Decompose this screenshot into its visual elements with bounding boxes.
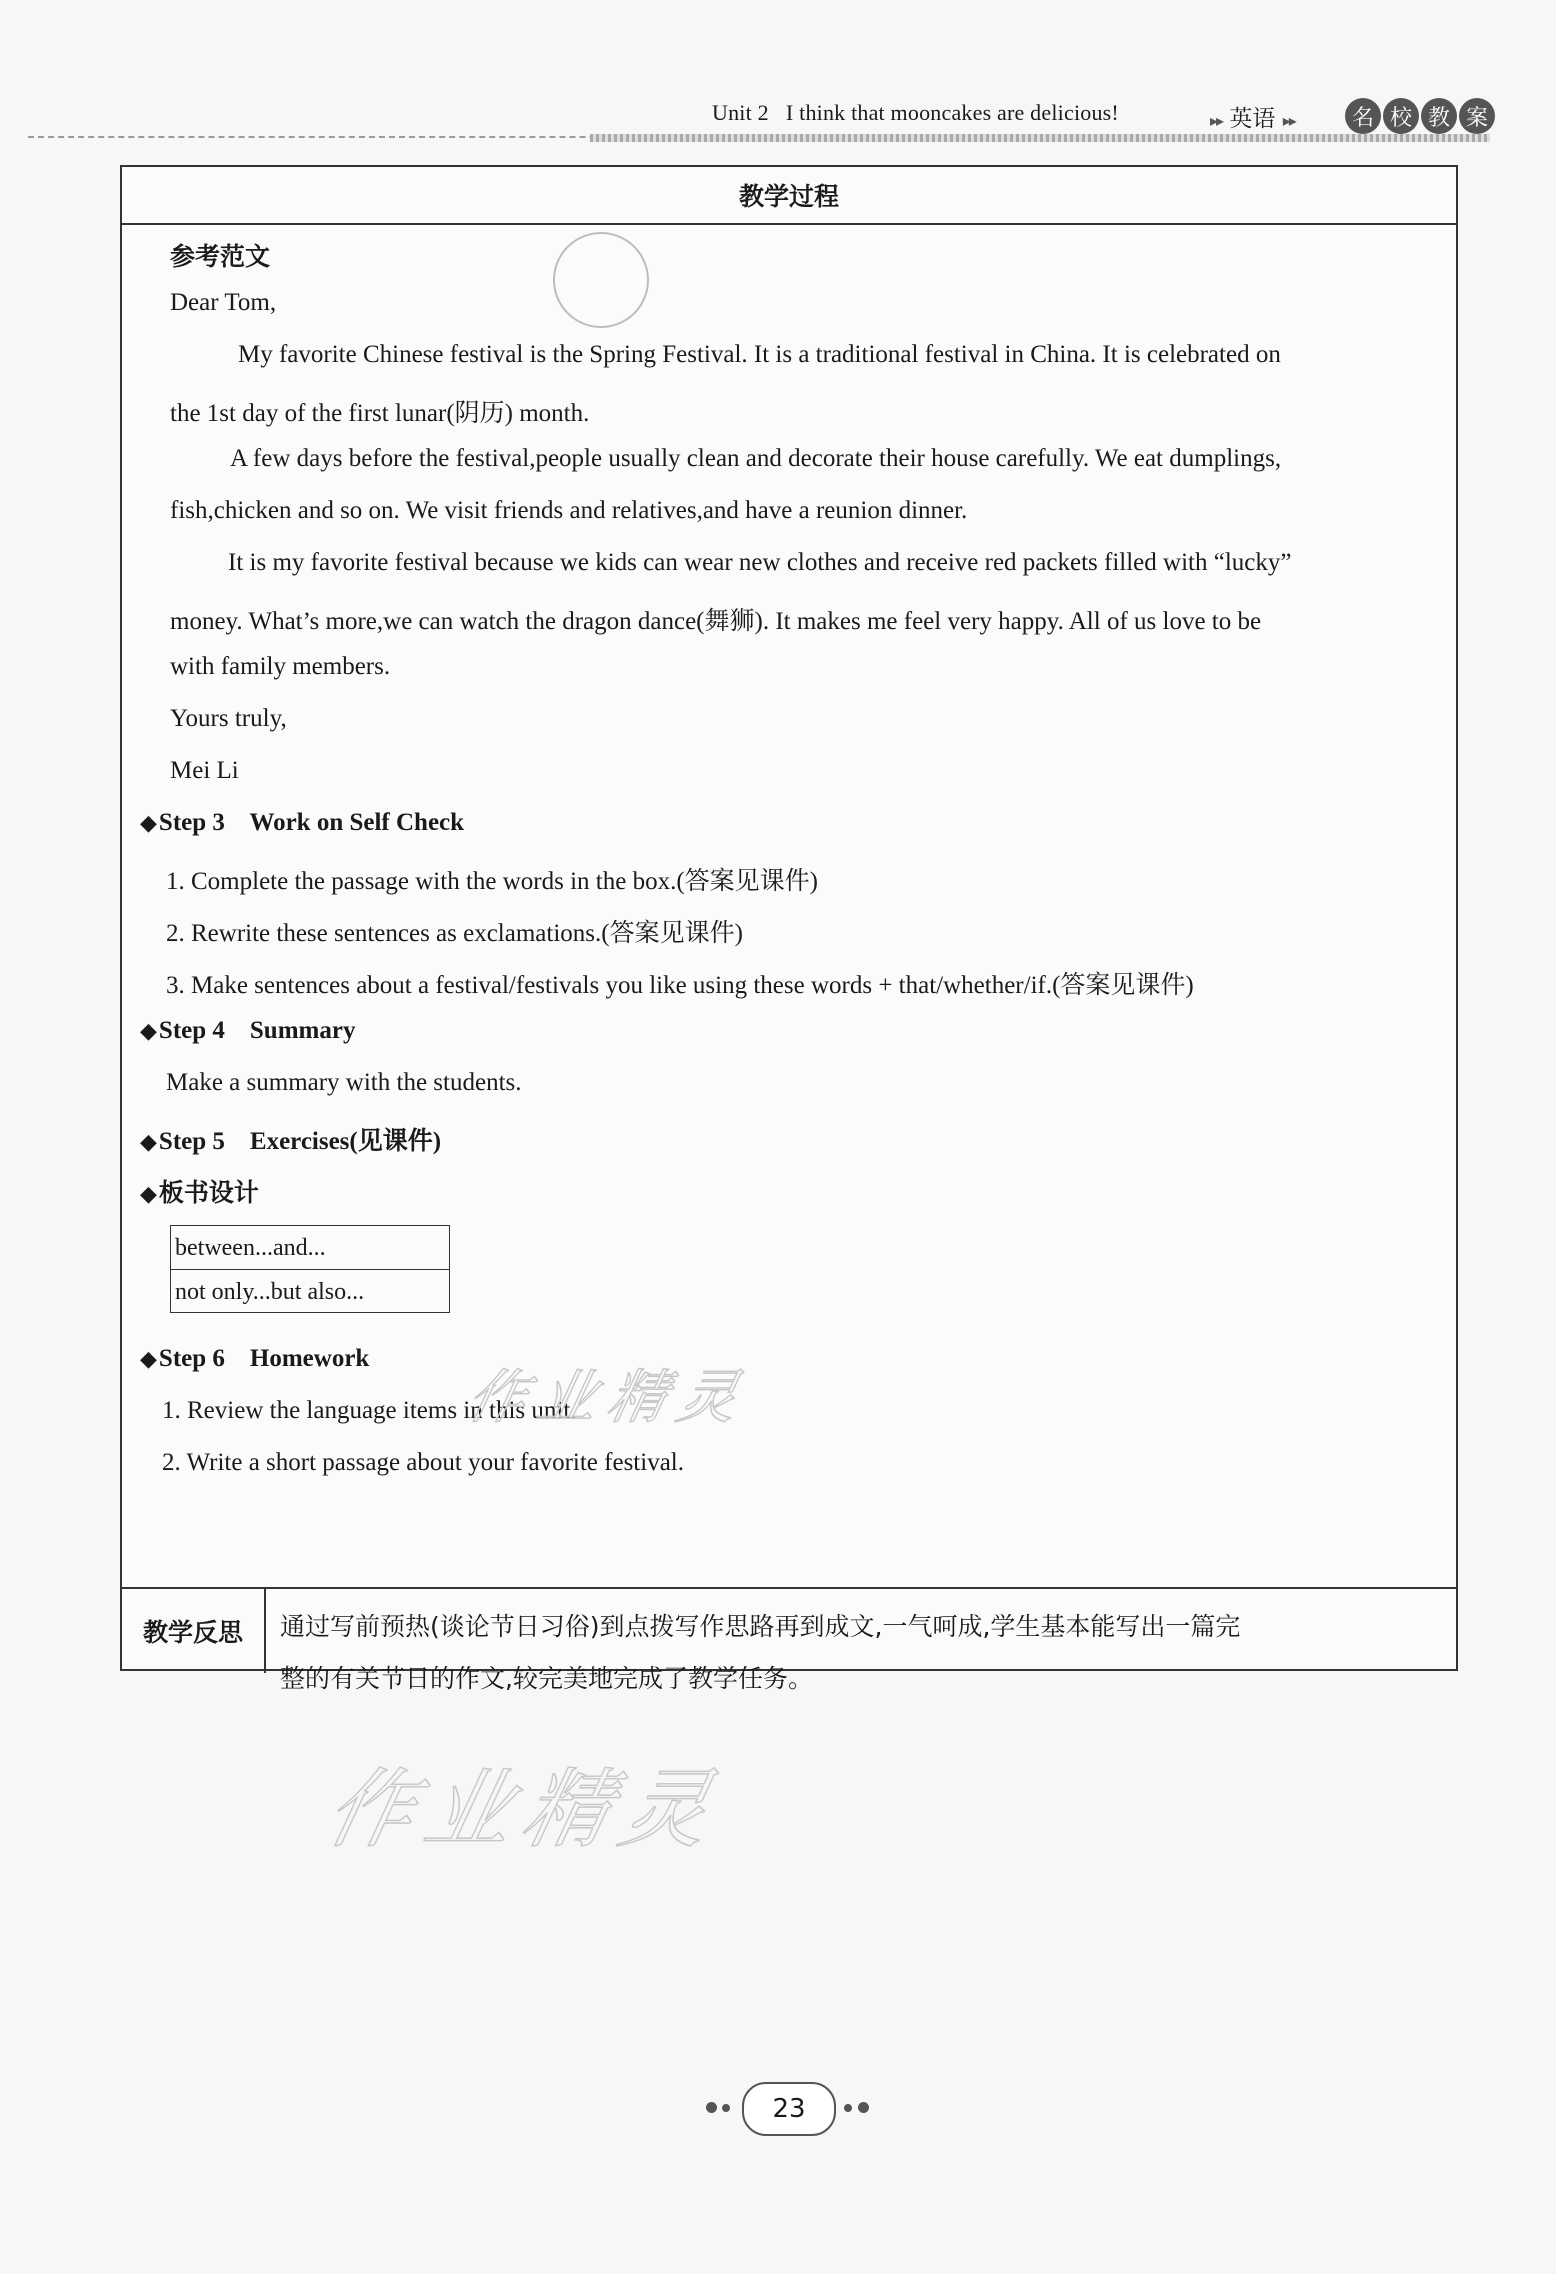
running-header — [712, 100, 1119, 126]
diamond-icon: ◆ — [140, 1019, 157, 1044]
diamond-icon: ◆ — [140, 1347, 157, 1372]
dot-icon — [844, 2104, 852, 2112]
unit-label: Unit 2 — [712, 100, 769, 125]
brand-char: 名 — [1345, 98, 1381, 134]
unit-title: I think that mooncakes are delicious! — [785, 100, 1119, 125]
essay-signature: Mei Li — [170, 757, 239, 784]
step6-item: 2. Write a short passage about your favorite festival. — [162, 1449, 684, 1476]
diamond-icon: ◆ — [140, 1130, 157, 1155]
essay-paragraph-line: My favorite Chinese festival is the Spring Festival. It is a traditional festival in China. It is celebrated on — [238, 341, 1281, 368]
diamond-icon: ◆ — [140, 811, 157, 836]
step6-heading: ◆Step 6 Homework — [140, 1345, 370, 1372]
brand-char: 校 — [1383, 98, 1419, 134]
reflection-line: 通过写前预热(谈论节日习俗)到点拨写作思路再到成文,一气呵成,学生基本能写出一篇完 — [280, 1612, 1241, 1641]
board-design-box — [170, 1225, 450, 1313]
essay-paragraph-line: with family members. — [170, 653, 391, 680]
page-number: 23 — [742, 2082, 836, 2136]
step6-item: 1. Review the language items in this unit. — [162, 1397, 577, 1424]
step3-heading: ◆Step 3 Work on Self Check — [140, 809, 465, 836]
watermark-text: 作业精灵 — [317, 1760, 731, 1860]
arrow-icon: ▸▸ — [1210, 111, 1223, 130]
diamond-icon: ◆ — [140, 1182, 157, 1207]
board-row: between...and... — [171, 1226, 449, 1270]
subject-label — [1210, 100, 1295, 133]
dot-icon — [722, 2104, 730, 2112]
essay-paragraph-line: It is my favorite festival because we kids can wear new clothes and receive red packets filled with “lucky” — [228, 549, 1292, 576]
brand-char: 教 — [1421, 98, 1457, 134]
essay-greeting: Dear Tom, — [170, 289, 277, 316]
brand-logo — [1345, 98, 1495, 134]
essay-paragraph-line: fish,chicken and so on. We visit friends and relatives,and have a reunion dinner. — [170, 497, 968, 524]
step4-text: Make a summary with the students. — [166, 1069, 522, 1096]
subject-text: 英语 — [1229, 106, 1276, 132]
reflection-label: 教学反思 — [122, 1589, 266, 1673]
essay-paragraph-line: money. What’s more,we can watch the dragon dance(舞狮). It makes me feel very happy. All of us love to be — [170, 608, 1262, 635]
lesson-table — [120, 165, 1458, 1693]
reflection-row — [122, 1589, 1456, 1693]
arrow-icon: ▸▸ — [1282, 111, 1295, 130]
brand-char: 案 — [1459, 98, 1495, 134]
table-title: 教学过程 — [122, 167, 1456, 225]
teaching-process-cell — [122, 225, 1456, 1589]
dot-icon — [858, 2102, 869, 2113]
step3-item: 1. Complete the passage with the words in the box.(答案见课件) — [166, 868, 818, 895]
step3-item: 2. Rewrite these sentences as exclamations.(答案见课件) — [166, 920, 743, 947]
essay-closing: Yours truly, — [170, 705, 287, 732]
essay-paragraph-line: the 1st day of the first lunar(阴历) month. — [170, 400, 590, 427]
board-row: not only...but also... — [175, 1279, 365, 1305]
board-design-heading: ◆板书设计 — [140, 1178, 259, 1207]
step3-item: 3. Make sentences about a festival/festivals you like using these words + that/whether/if.(答案见课件) — [166, 972, 1194, 999]
step4-heading: ◆Step 4 Summary — [140, 1017, 356, 1044]
essay-heading: 参考范文 — [170, 242, 271, 271]
reflection-line: 整的有关节日的作文,较完美地完成了教学任务。 — [280, 1664, 813, 1693]
reflection-text — [266, 1589, 1456, 1693]
dot-icon — [706, 2102, 717, 2113]
watermark-text: 作业精灵 — [461, 1363, 757, 1431]
step5-heading: ◆Step 5 Exercises(见课件) — [140, 1128, 442, 1155]
essay-paragraph-line: A few days before the festival,people usually clean and decorate their house carefully. We eat dumplings, — [230, 445, 1282, 472]
header-bar-decoration — [590, 134, 1490, 142]
